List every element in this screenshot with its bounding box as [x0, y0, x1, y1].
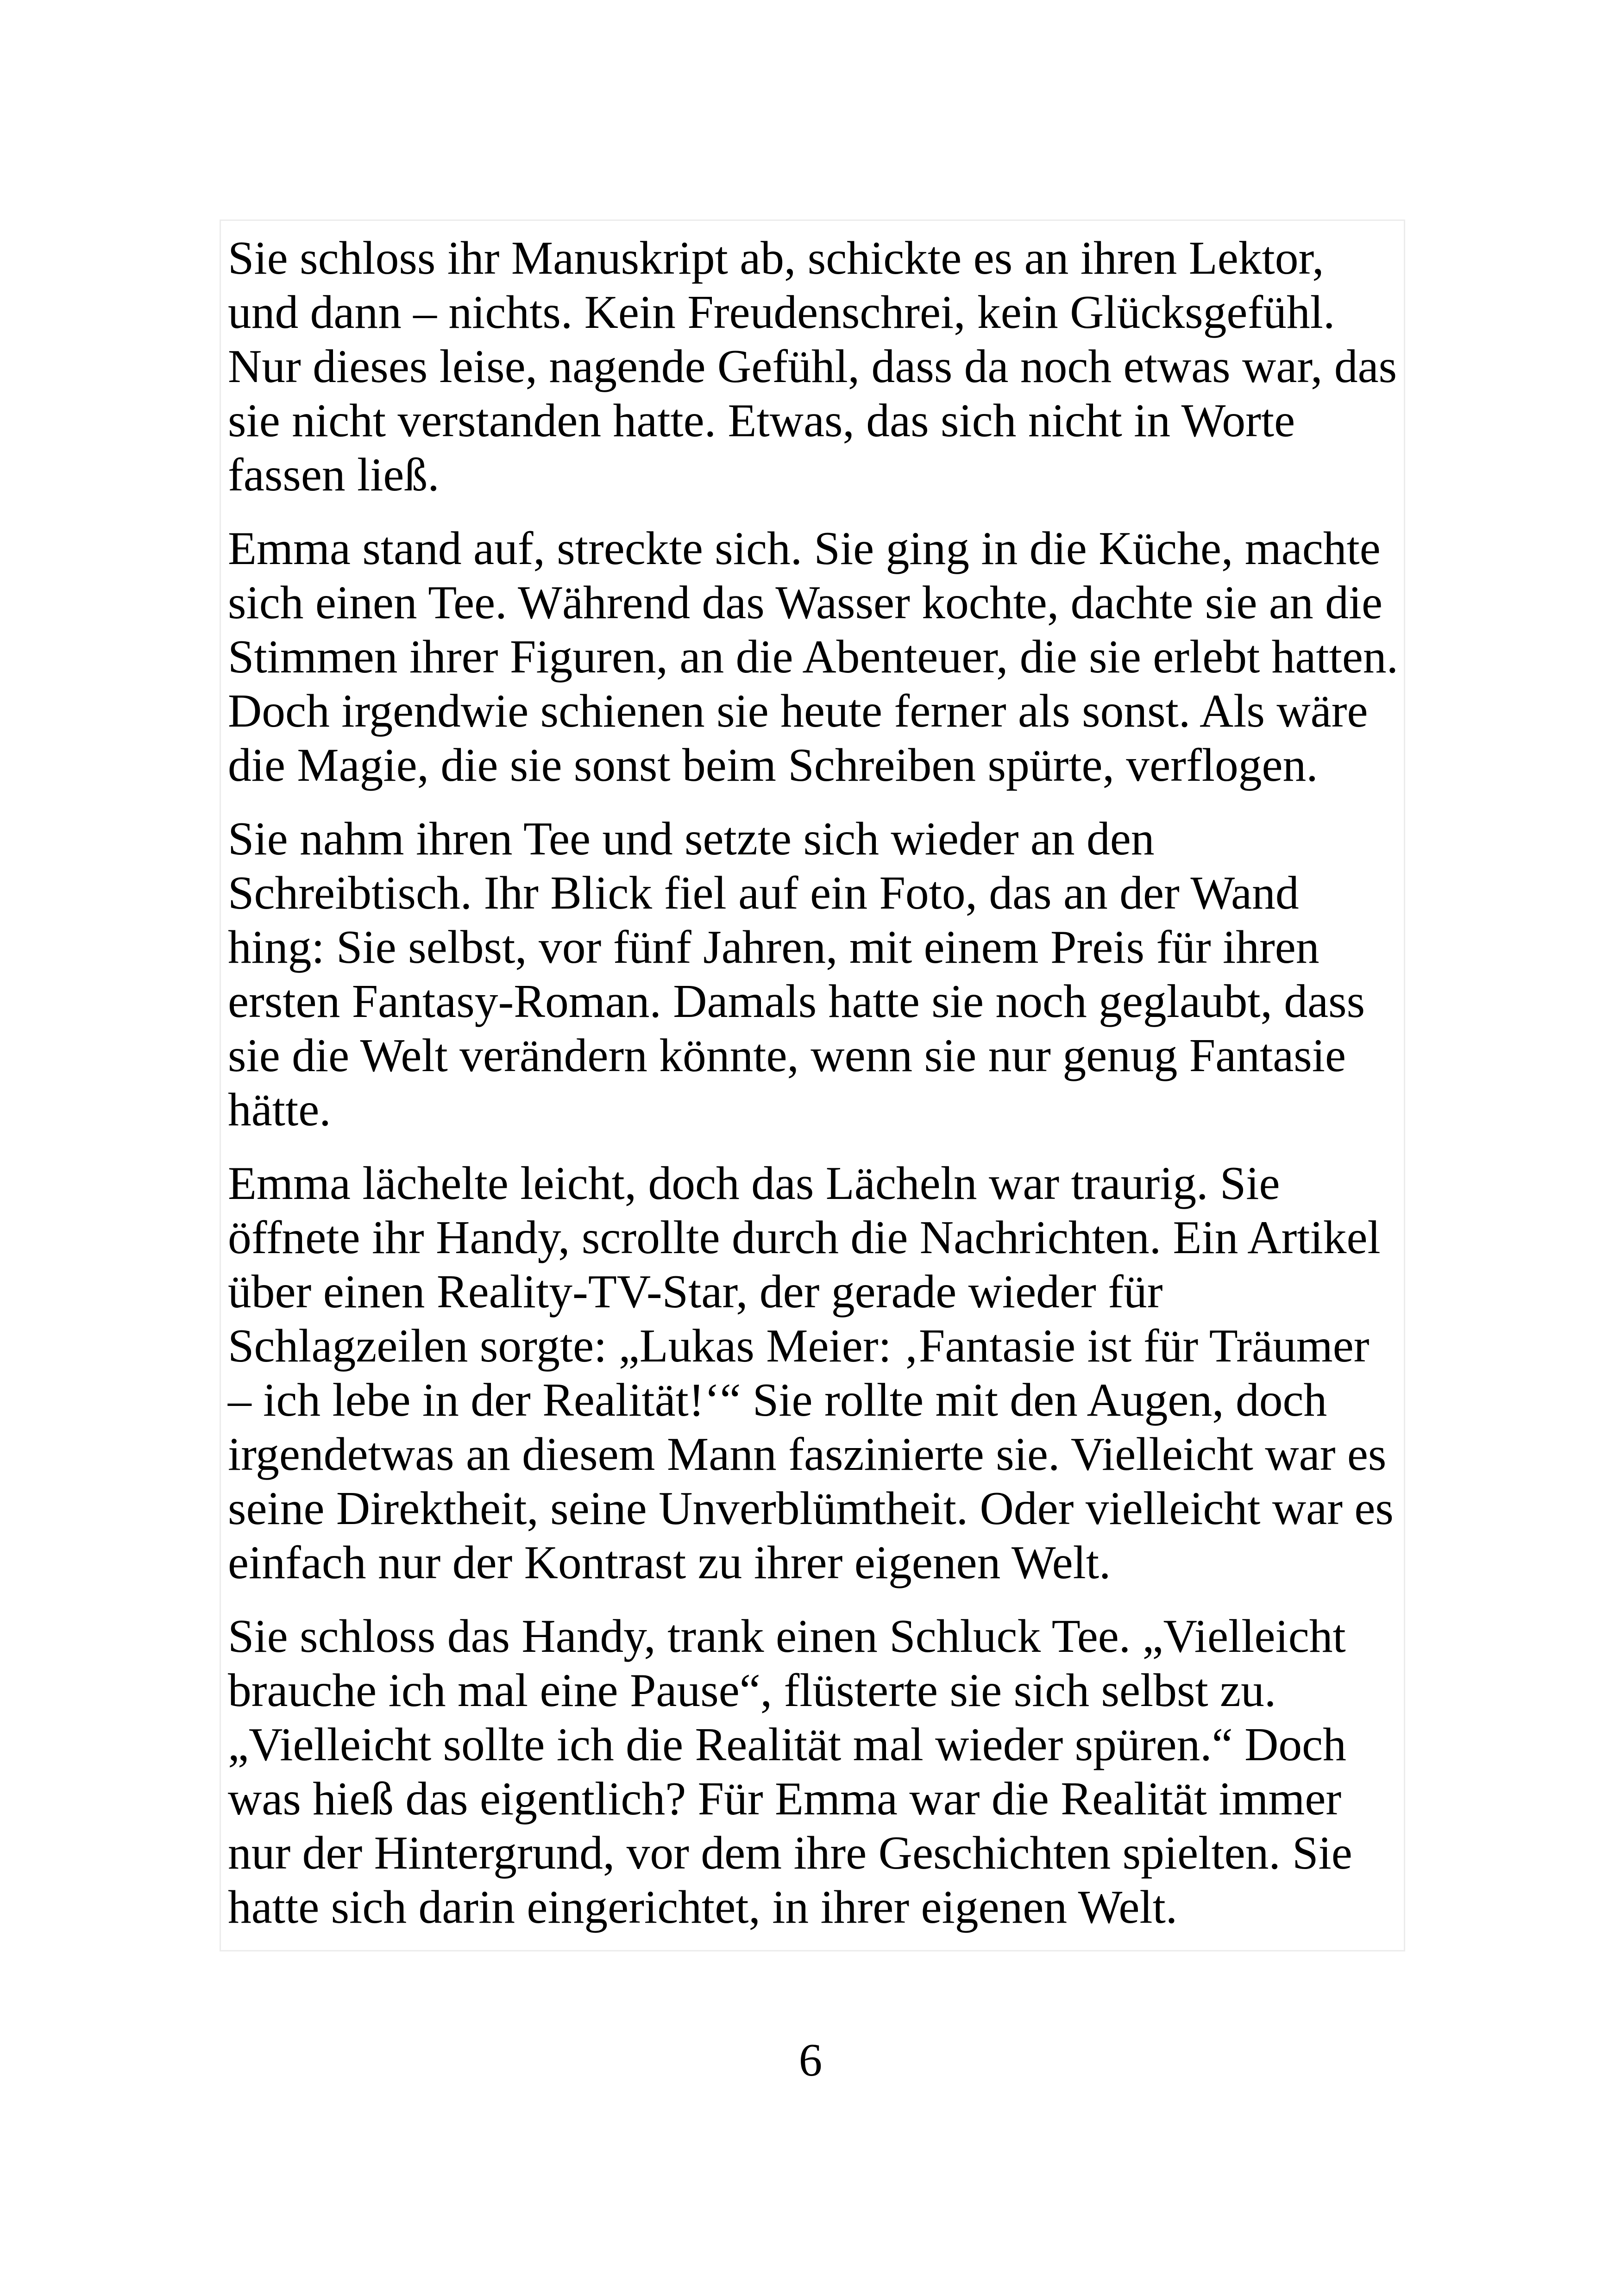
paragraph-4: Emma lächelte leicht, doch das Lächeln war traurig. Sie öffnete ihr Handy, scrollte durch die Nachrichten. Ein Artikel über einen Reality-TV-Star, der gerade wieder für Schlagzeilen sorgte: „Lukas Meier: ‚Fantasie ist für Träumer – ich lebe in der Realität!‘“ Sie rollte mit den Augen, doch irgendetwas an diesem Mann faszinierte sie. Vielleicht war es seine Direktheit, seine Unverblümtheit. Oder vielleicht war es einfach nur der Kontrast zu ihrer eigenen Welt. [228, 1157, 1394, 1588]
page-number: 6 [798, 2034, 823, 2086]
paragraph-2: Emma stand auf, streckte sich. Sie ging in die Küche, machte sich einen Tee. Während das Wasser kochte, dachte sie an die Stimmen ihrer Figuren, an die Abenteuer, die sie erlebt hatten. Doch irgendwie schienen sie heute ferner als sonst. Als wäre die Magie, die sie sonst beim Schreiben spürte, verflogen. [228, 522, 1399, 791]
paragraph-3: Sie nahm ihren Tee und setzte sich wieder an den Schreibtisch. Ihr Blick fiel auf ein Foto, das an der Wand hing: Sie selbst, vor fünf Jahren, mit einem Preis für ihren ersten Fantasy-Roman. Damals hatte sie noch geglaubt, dass sie die Welt verändern könnte, wenn sie nur genug Fantasie hätte. [228, 813, 1365, 1135]
paragraph-1: Sie schloss ihr Manuskript ab, schickte es an ihren Lektor, und dann – nichts. Kein Freudenschrei, kein Glücksgefühl. Nur dieses leise, nagende Gefühl, dass da noch etwas war, das sie nicht verstanden hatte. Etwas, das sich nicht in Worte fassen ließ. [228, 232, 1397, 501]
paragraph-5: Sie schloss das Handy, trank einen Schluck Tee. „Vielleicht brauche ich mal eine Pause“, flüsterte sie sich selbst zu. „Vielleicht sollte ich die Realität mal wieder spüren.“ Doch was hieß das eigentlich? Für Emma war die Realität immer nur der Hintergrund, vor dem ihre Geschichten spielten. Sie hatte sich darin eingerichtet, in ihrer eigenen Welt. [228, 1610, 1352, 1933]
text-frame [220, 220, 1405, 1951]
